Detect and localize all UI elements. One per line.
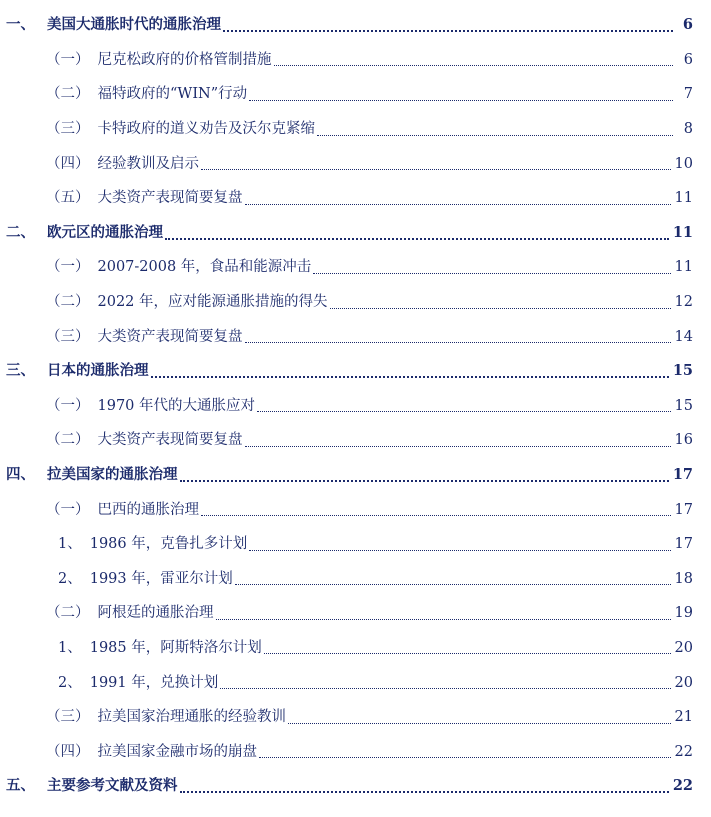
toc-subsection-entry[interactable] xyxy=(0,77,705,112)
toc-entry-title: 大类资产表现简要复盘 xyxy=(97,190,243,207)
dot-leader xyxy=(249,100,673,101)
dot-leader xyxy=(180,480,669,482)
toc-entry-title: 欧元区的通胀治理 xyxy=(47,223,163,241)
toc-subsubsection-entry[interactable] xyxy=(0,665,705,700)
toc-entry-number: （一） xyxy=(46,259,90,276)
toc-entry-title: 福特政府的“WIN”行动 xyxy=(97,86,248,103)
toc-subsection-entry[interactable] xyxy=(0,250,705,285)
dot-leader xyxy=(165,238,669,240)
toc-entry-title: 2007-2008 年，食品和能源冲击 xyxy=(97,259,312,276)
toc-entry-number: 2、 xyxy=(58,570,82,587)
toc-section-entry[interactable] xyxy=(0,769,705,804)
dot-leader xyxy=(245,446,671,447)
dot-leader xyxy=(216,619,671,620)
toc-page-number: 18 xyxy=(674,570,693,587)
toc-subsubsection-entry[interactable] xyxy=(0,631,705,666)
toc-entry-number: 五、 xyxy=(6,777,35,795)
toc-entry-number: （二） xyxy=(46,605,90,622)
toc-page-number: 15 xyxy=(674,397,693,414)
toc-page-number: 19 xyxy=(674,605,693,622)
toc-page-number: 11 xyxy=(674,259,693,276)
toc-page-number: 17 xyxy=(672,466,693,484)
toc-entry-number: 2、 xyxy=(58,674,82,691)
toc-page-number: 20 xyxy=(674,639,693,656)
toc-subsection-entry[interactable] xyxy=(0,734,705,769)
toc-entry-number: （三） xyxy=(46,709,90,726)
toc-subsection-entry[interactable] xyxy=(0,492,705,527)
toc-page-number: 20 xyxy=(674,674,693,691)
toc-page-number: 22 xyxy=(672,777,693,795)
toc-entry-title: 阿根廷的通胀治理 xyxy=(97,605,214,622)
toc-section-entry[interactable] xyxy=(0,458,705,493)
toc-subsection-entry[interactable] xyxy=(0,43,705,78)
toc-entry-title: 1993 年，雷亚尔计划 xyxy=(89,570,233,587)
toc-entry-title: 1985 年，阿斯特洛尔计划 xyxy=(89,639,262,656)
toc-entry-title: 1970 年代的大通胀应对 xyxy=(97,397,256,414)
toc-page-number: 8 xyxy=(683,121,693,138)
toc-page-number: 6 xyxy=(682,16,693,34)
toc-page-number: 21 xyxy=(674,709,693,726)
toc-entry-number: （一） xyxy=(46,397,90,414)
dot-leader xyxy=(223,30,673,32)
toc-page-number: 17 xyxy=(674,536,693,553)
dot-leader xyxy=(264,653,671,654)
toc-page-number: 10 xyxy=(674,155,693,172)
dot-leader xyxy=(257,411,671,412)
toc-subsection-entry[interactable] xyxy=(0,389,705,424)
toc-entry-number: （二） xyxy=(46,294,90,311)
toc-entry-title: 主要参考文献及资料 xyxy=(47,777,178,795)
toc-entry-number: 二、 xyxy=(6,223,35,241)
toc-entry-number: （一） xyxy=(46,51,90,68)
toc-section-entry[interactable] xyxy=(0,216,705,251)
toc-page-number: 17 xyxy=(674,501,693,518)
dot-leader xyxy=(245,204,671,205)
dot-leader xyxy=(249,550,670,551)
toc-entry-title: 尼克松政府的价格管制措施 xyxy=(97,51,272,68)
toc-page-number: 22 xyxy=(674,743,693,760)
toc-subsection-entry[interactable] xyxy=(0,146,705,181)
toc-entry-number: （三） xyxy=(46,121,90,138)
toc-entry-number: 四、 xyxy=(6,466,35,484)
toc-subsection-entry[interactable] xyxy=(0,112,705,147)
dot-leader xyxy=(245,342,671,343)
toc-entry-number: （二） xyxy=(46,86,90,103)
dot-leader xyxy=(330,308,671,309)
toc-subsection-entry[interactable] xyxy=(0,285,705,320)
toc-subsection-entry[interactable] xyxy=(0,700,705,735)
toc-subsection-entry[interactable] xyxy=(0,181,705,216)
toc-section-entry[interactable] xyxy=(0,354,705,389)
toc-entry-title: 大类资产表现简要复盘 xyxy=(97,432,243,449)
toc-entry-title: 拉美国家治理通胀的经验教训 xyxy=(97,709,286,726)
toc-entry-title: 巴西的通胀治理 xyxy=(97,501,199,518)
toc-entry-number: 三、 xyxy=(6,362,35,380)
toc-page-number: 16 xyxy=(674,432,693,449)
toc-entry-title: 经验教训及启示 xyxy=(97,155,199,172)
toc-subsection-entry[interactable] xyxy=(0,319,705,354)
toc-entry-title: 拉美国家金融市场的崩盘 xyxy=(97,743,257,760)
toc-entry-number: 1、 xyxy=(58,639,82,656)
toc-entry-number: （二） xyxy=(46,432,90,449)
dot-leader xyxy=(201,515,671,516)
toc-page-number: 11 xyxy=(674,190,693,207)
dot-leader xyxy=(151,376,669,378)
dot-leader xyxy=(274,65,674,66)
toc-entry-title: 拉美国家的通胀治理 xyxy=(47,466,178,484)
toc-page-number: 11 xyxy=(672,223,693,241)
toc-entry-title: 卡特政府的道义劝告及沃尔克紧缩 xyxy=(97,121,315,138)
dot-leader xyxy=(235,584,671,585)
toc-entry-title: 美国大通胀时代的通胀治理 xyxy=(47,16,221,34)
toc-entry-title: 1991 年，兑换计划 xyxy=(89,674,219,691)
dot-leader xyxy=(259,757,671,758)
toc-entry-number: （四） xyxy=(46,743,90,760)
dot-leader xyxy=(180,791,669,793)
toc-page-number: 7 xyxy=(683,86,693,103)
dot-leader xyxy=(313,273,670,274)
toc-subsubsection-entry[interactable] xyxy=(0,562,705,597)
toc-entry-number: （五） xyxy=(46,190,90,207)
toc-page-number: 15 xyxy=(672,362,693,380)
toc-page-number: 14 xyxy=(674,328,693,345)
dot-leader xyxy=(220,688,670,689)
dot-leader xyxy=(201,169,671,170)
dot-leader xyxy=(288,723,671,724)
table-of-contents xyxy=(0,8,705,804)
toc-entry-number: 一、 xyxy=(6,16,35,34)
toc-entry-title: 1986 年，克鲁扎多计划 xyxy=(89,536,248,553)
toc-entry-number: 1、 xyxy=(58,536,82,553)
toc-entry-title: 大类资产表现简要复盘 xyxy=(97,328,243,345)
toc-entry-number: （三） xyxy=(46,328,90,345)
toc-entry-title: 日本的通胀治理 xyxy=(47,362,149,380)
toc-entry-number: （四） xyxy=(46,155,90,172)
toc-entry-number: （一） xyxy=(46,501,90,518)
toc-subsubsection-entry[interactable] xyxy=(0,527,705,562)
dot-leader xyxy=(317,135,673,136)
toc-subsection-entry[interactable] xyxy=(0,596,705,631)
toc-page-number: 12 xyxy=(674,294,693,311)
toc-section-entry[interactable] xyxy=(0,8,705,43)
toc-subsection-entry[interactable] xyxy=(0,423,705,458)
toc-entry-title: 2022 年，应对能源通胀措施的得失 xyxy=(97,294,328,311)
toc-page-number: 6 xyxy=(683,51,693,68)
